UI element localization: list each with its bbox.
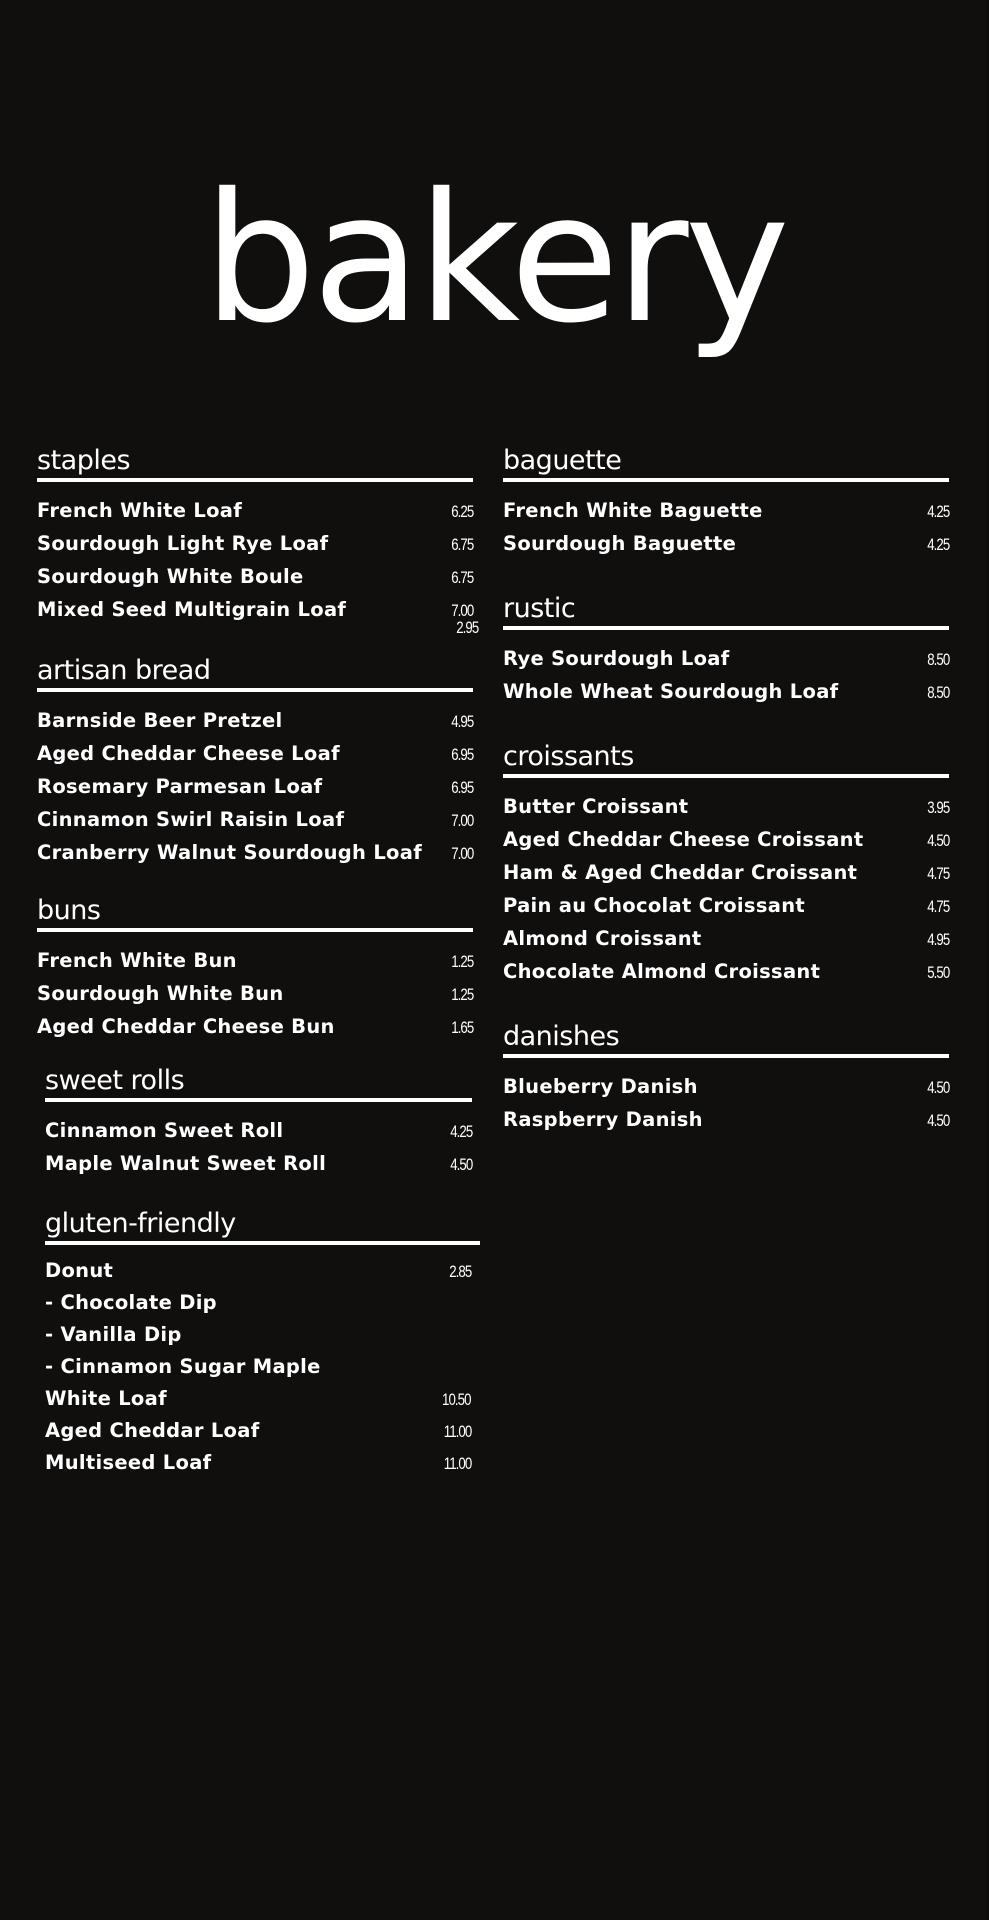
section-heading: artisan bread [37,654,473,692]
menu-item [37,803,473,836]
item-name: Cinnamon Swirl Raisin Loaf [37,808,345,831]
menu-item [37,770,473,803]
item-name: Aged Cheddar Cheese Croissant [503,828,864,851]
menu-item [503,856,949,889]
item-name: - Chocolate Dip [45,1291,217,1314]
item-name: Donut [45,1259,114,1282]
item-price: 4.50 [926,831,949,850]
item-price: 4.50 [926,1111,949,1130]
menu-item [45,1255,471,1287]
item-price: 7.00 [450,844,473,863]
section-gluten-friendly [45,1207,480,1479]
item-name: Pain au Chocolat Croissant [503,894,805,917]
section-heading: baguette [503,444,949,482]
item-price: 8.50 [926,683,949,702]
section-heading: sweet rolls [45,1064,472,1102]
stray-price: 2.95 [455,618,478,637]
item-name: Rosemary Parmesan Loaf [37,775,323,798]
item-name: - Vanilla Dip [45,1323,182,1346]
menu-item [37,836,473,869]
item-price: 8.50 [926,650,949,669]
item-price: 6.95 [450,745,473,764]
item-price: 11.00 [443,1454,471,1473]
item-price: 1.65 [450,1018,473,1037]
item-price: 6.75 [450,535,473,554]
menu-item [37,704,473,737]
item-price: 10.50 [442,1390,471,1409]
item-name: Maple Walnut Sweet Roll [45,1152,327,1175]
item-price: 4.50 [449,1155,472,1174]
menu-item [45,1383,471,1415]
item-list [503,1070,949,1136]
item-price: 5.50 [926,963,949,982]
item-price: 1.25 [450,952,473,971]
section-baguette [503,444,949,560]
menu-item [503,675,949,708]
menu-item [503,922,949,955]
section-heading: rustic [503,592,949,630]
item-price: 7.00 [450,811,473,830]
menu-item [45,1147,472,1180]
item-name: Rye Sourdough Loaf [503,647,730,670]
menu-item [503,955,949,988]
section-buns [37,894,473,1043]
menu-item [503,823,949,856]
section-artisan-bread [37,654,473,869]
menu-item [503,1070,949,1103]
menu-item [503,494,949,527]
section-heading: staples [37,444,473,482]
menu-item [503,790,949,823]
item-price: 11.00 [443,1422,471,1441]
item-name: Multiseed Loaf [45,1451,212,1474]
menu-item [45,1415,471,1447]
menu-item [37,944,473,977]
menu-item [503,527,949,560]
item-list [45,1255,480,1479]
item-list [37,944,473,1043]
item-price: 4.25 [449,1122,472,1141]
item-price: 4.25 [926,502,949,521]
item-name: Sourdough White Boule [37,565,304,588]
item-price: 4.95 [926,930,949,949]
item-price: 4.95 [450,712,473,731]
item-price: 6.25 [450,502,473,521]
item-name: French White Bun [37,949,237,972]
item-list [37,704,473,869]
item-name: Mixed Seed Multigrain Loaf [37,598,347,621]
item-name: Ham & Aged Cheddar Croissant [503,861,858,884]
section-heading: buns [37,894,473,932]
menu-item [37,977,473,1010]
item-price: 4.50 [926,1078,949,1097]
item-name: French White Baguette [503,499,763,522]
menu-item [45,1114,472,1147]
menu-item [37,593,473,626]
menu-title: bakery [203,155,786,363]
item-name: - Cinnamon Sugar Maple [45,1355,321,1378]
item-name: Sourdough Baguette [503,532,737,555]
item-name: Sourdough White Bun [37,982,284,1005]
item-name: Sourdough Light Rye Loaf [37,532,329,555]
menu-item [503,889,949,922]
item-name: Whole Wheat Sourdough Loaf [503,680,839,703]
item-list [37,494,473,626]
item-name: Aged Cheddar Cheese Loaf [37,742,340,765]
item-name: Aged Cheddar Cheese Bun [37,1015,335,1038]
item-name: Cinnamon Sweet Roll [45,1119,284,1142]
item-price: 1.25 [450,985,473,1004]
item-list [503,494,949,560]
item-name: Butter Croissant [503,795,689,818]
menu-item [503,642,949,675]
item-name: Chocolate Almond Croissant [503,960,821,983]
menu-item-variant [45,1319,471,1351]
item-price: 6.95 [450,778,473,797]
item-name: Cranberry Walnut Sourdough Loaf [37,841,422,864]
item-price: 7.00 [450,601,473,620]
item-list [503,642,949,708]
section-heading: gluten-friendly [45,1207,480,1245]
item-price: 4.75 [926,897,949,916]
item-price: 4.75 [926,864,949,883]
item-name: Barnside Beer Pretzel [37,709,283,732]
menu-item-variant [45,1287,471,1319]
item-name: Almond Croissant [503,927,702,950]
item-list [503,790,949,988]
menu-item [37,737,473,770]
menu-item [37,1010,473,1043]
item-name: French White Loaf [37,499,243,522]
menu-item-variant [45,1351,471,1383]
section-danishes [503,1020,949,1136]
item-price: 3.95 [926,798,949,817]
item-price: 4.25 [926,535,949,554]
item-price: 2.85 [448,1262,471,1281]
section-sweet-rolls [45,1064,472,1180]
section-staples [37,444,473,626]
menu-item [37,494,473,527]
item-name: Blueberry Danish [503,1075,698,1098]
item-name: Raspberry Danish [503,1108,703,1131]
item-name: White Loaf [45,1387,167,1410]
menu-item [37,560,473,593]
section-rustic [503,592,949,708]
item-price: 6.75 [450,568,473,587]
section-heading: danishes [503,1020,949,1058]
menu-item [503,1103,949,1136]
menu-item [37,527,473,560]
section-heading: croissants [503,740,949,778]
item-name: Aged Cheddar Loaf [45,1419,260,1442]
section-croissants [503,740,949,988]
menu-item [45,1447,471,1479]
item-list [45,1114,472,1180]
